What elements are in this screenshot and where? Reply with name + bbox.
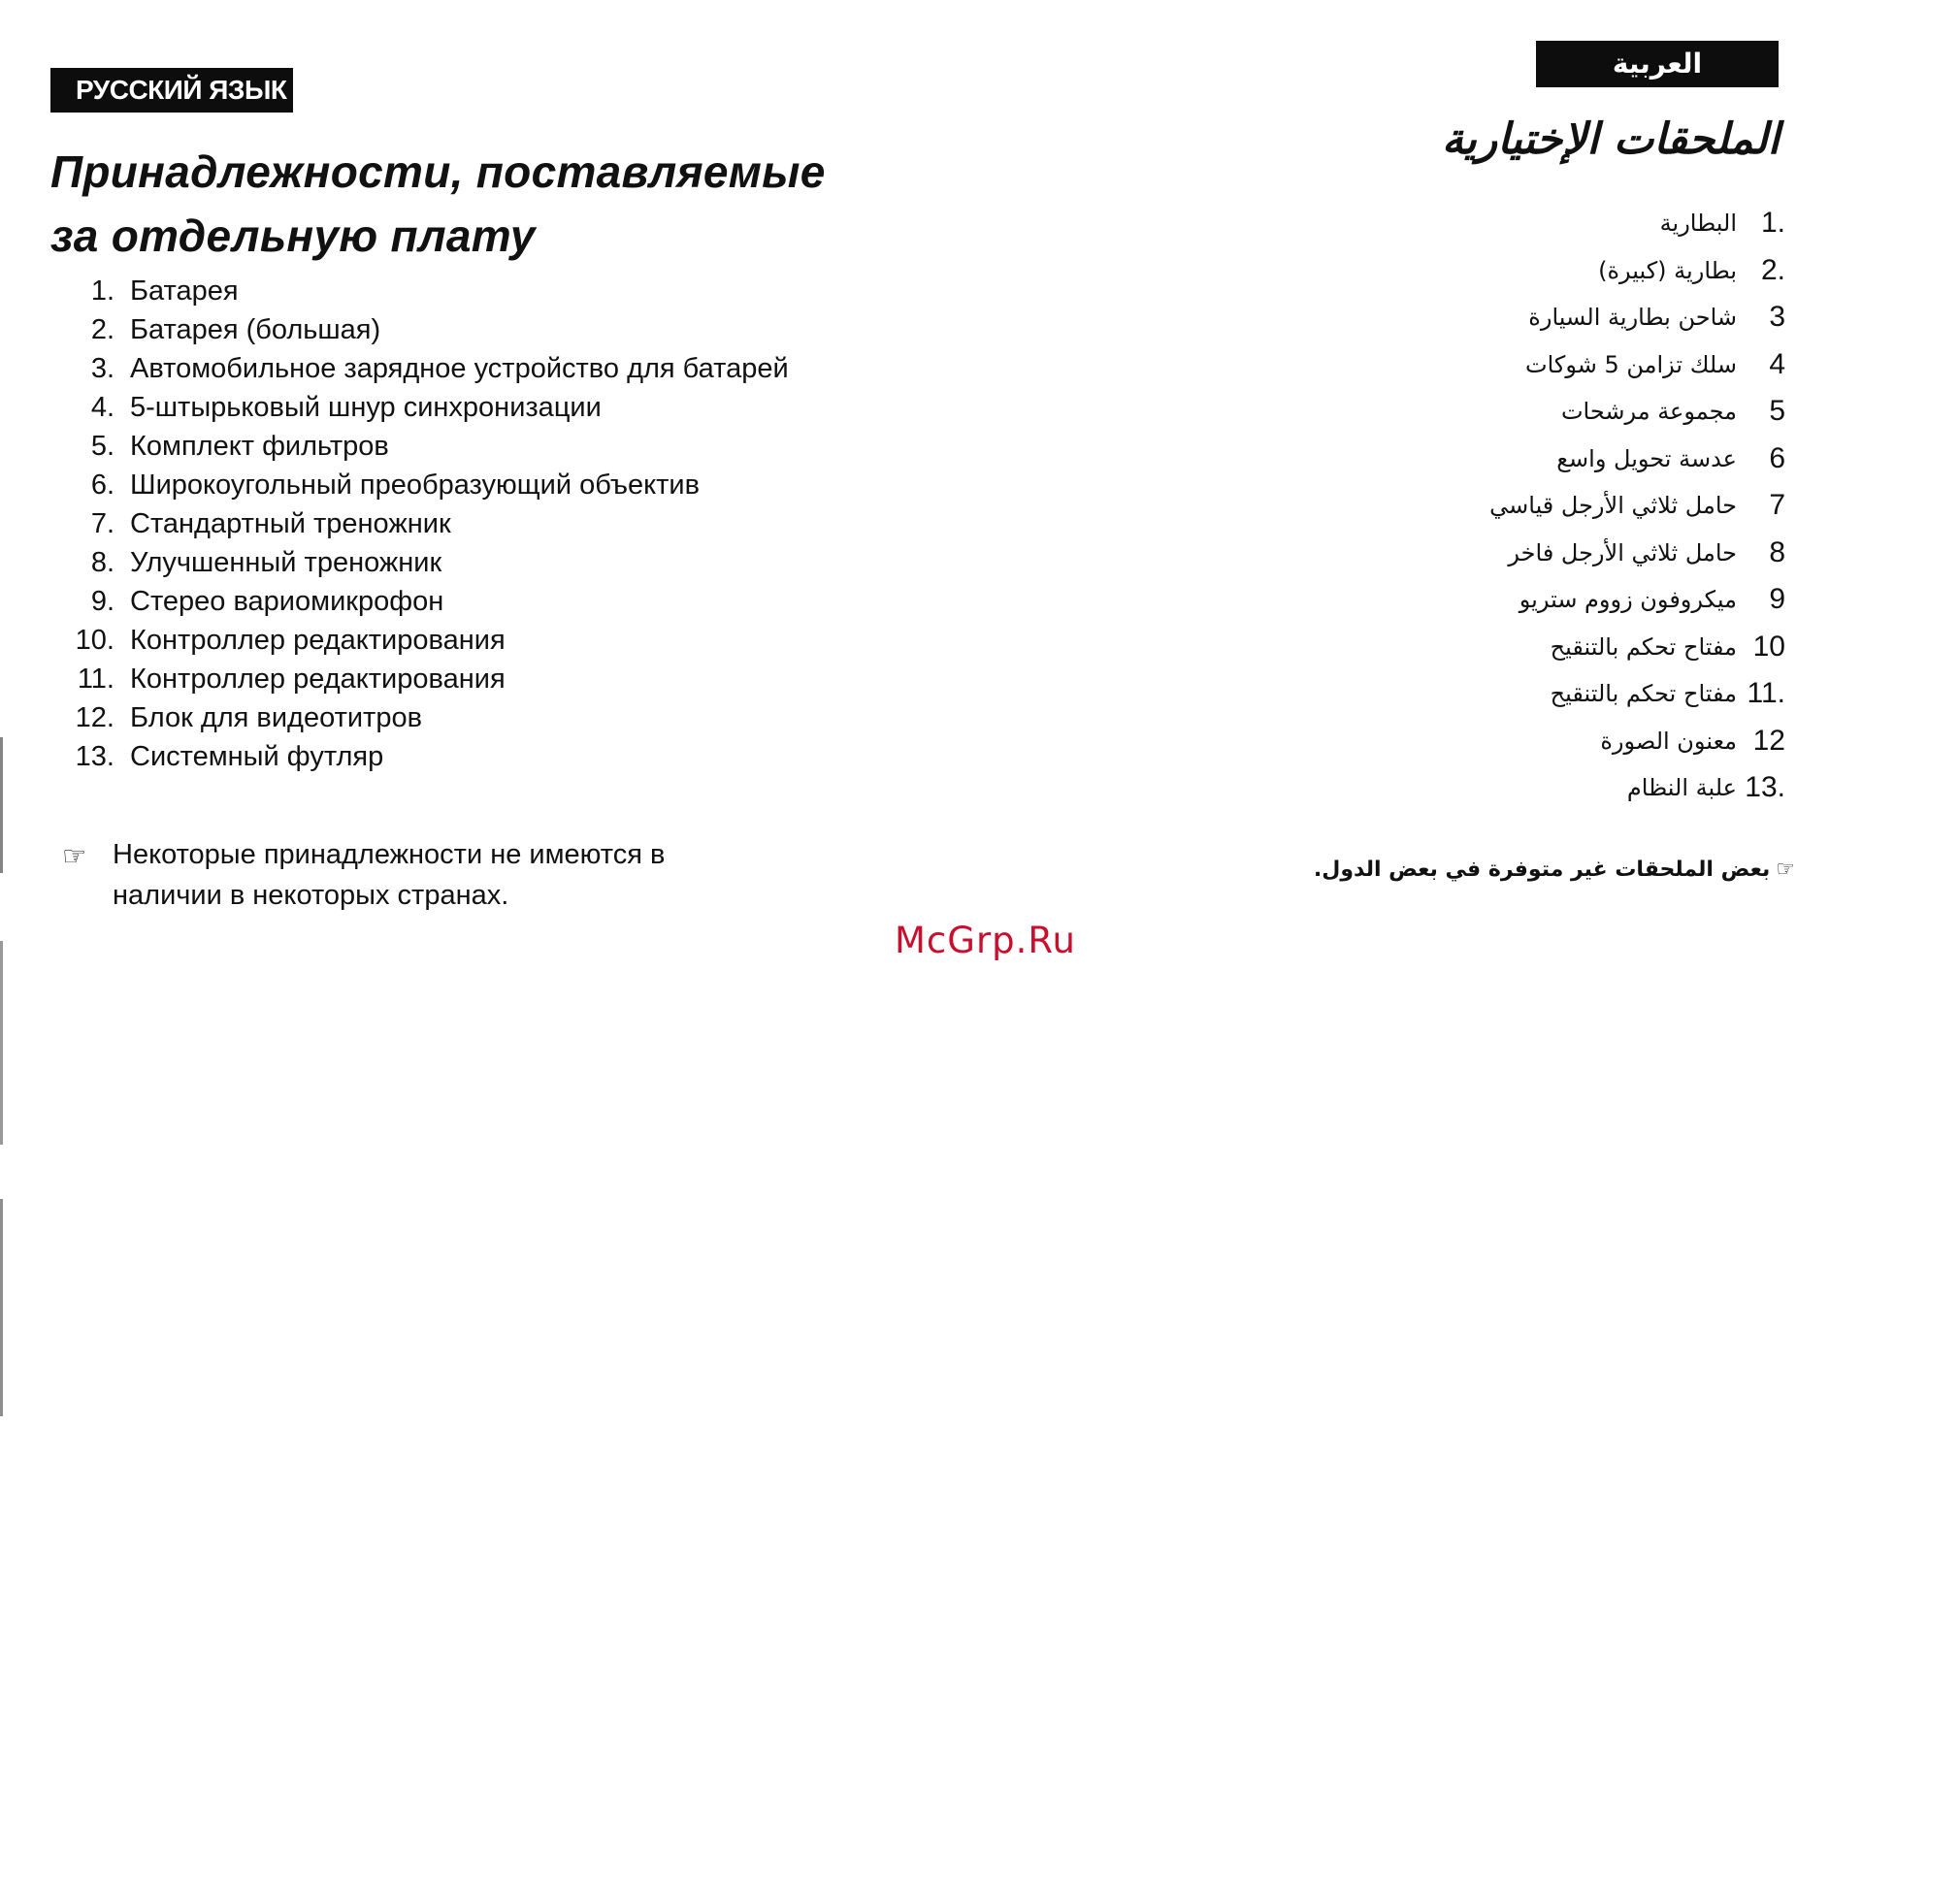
- item-number: 7.: [90, 508, 114, 539]
- russian-title-line-2: за отдельную плату: [50, 210, 536, 261]
- item-number: 12: [1752, 724, 1785, 757]
- item-label: Контроллер редактирования: [130, 625, 506, 656]
- item-number: 7: [1769, 489, 1785, 521]
- list-item: [60, 388, 798, 427]
- russian-language-tab: РУССКИЙ ЯЗЫК: [50, 68, 293, 113]
- list-item: [1489, 482, 1785, 530]
- item-label: حامل ثلاثي الأرجل فاخر: [1508, 538, 1737, 567]
- item-label: Системный футляр: [130, 741, 384, 772]
- item-label: عدسة تحويل واسع: [1556, 444, 1737, 472]
- item-label: Автомобильное зарядное устройство для батарей: [130, 353, 789, 384]
- arabic-note-text: بعض الملحقات غير متوفرة في بعض الدول.: [1313, 858, 1771, 882]
- arabic-availability-note: [1314, 858, 1795, 882]
- arabic-page-title: الملحقات الإختيارية: [1441, 114, 1780, 164]
- item-label: Комплект фильтров: [130, 431, 389, 462]
- list-item: [60, 543, 798, 582]
- list-item: [1489, 718, 1785, 765]
- scan-edge-mark: [0, 737, 3, 1416]
- list-item: [60, 272, 798, 310]
- list-item: [1489, 530, 1785, 577]
- arabic-language-tab: العربية: [1536, 41, 1779, 87]
- list-item: [1489, 576, 1785, 624]
- item-label: البطارية: [1659, 210, 1737, 237]
- item-number: 10.: [75, 625, 114, 656]
- item-label: مفتاح تحكم بالتنقيح: [1550, 680, 1737, 707]
- russian-availability-note: [62, 834, 780, 916]
- list-item: [60, 427, 798, 466]
- russian-note-text: Некоторые принадлежности не имеются в наличии в некоторых странах.: [113, 839, 666, 911]
- item-label: حامل ثلاثي الأرجل قياسي: [1489, 492, 1737, 519]
- item-number: 3: [1769, 301, 1785, 333]
- list-item: [1489, 388, 1785, 436]
- item-number: 4.: [90, 392, 114, 423]
- item-number: 13.: [1745, 771, 1785, 803]
- list-item: [60, 466, 798, 504]
- site-watermark: McGrp.Ru: [895, 920, 1076, 961]
- item-number: 9.: [90, 586, 114, 617]
- list-item: [60, 504, 798, 543]
- item-label: 5-штырьковый шнур синхронизации: [130, 392, 602, 423]
- item-label: بطارية (كبيرة): [1598, 256, 1737, 284]
- item-number: 11.: [1747, 677, 1785, 709]
- item-label: Улучшенный треножник: [130, 547, 442, 578]
- list-item: [60, 349, 798, 388]
- item-number: 8.: [90, 547, 114, 578]
- item-label: معنون الصورة: [1600, 727, 1737, 755]
- item-number: 1.: [90, 275, 114, 307]
- item-label: Батарея (большая): [130, 314, 381, 345]
- pointing-hand-icon: ☞: [62, 841, 87, 871]
- item-label: Стандартный треножник: [130, 508, 451, 539]
- item-label: Контроллер редактирования: [130, 664, 506, 695]
- list-item: [1489, 200, 1785, 247]
- item-label: Широкоугольный преобразующий объектив: [130, 470, 701, 501]
- list-item: [60, 660, 798, 698]
- item-number: 4: [1769, 347, 1785, 380]
- item-number: 10: [1752, 630, 1785, 663]
- list-item: [60, 310, 798, 349]
- list-item: [60, 698, 798, 737]
- russian-page-title: [50, 140, 826, 268]
- list-item: [1489, 294, 1785, 341]
- list-item: [1489, 670, 1785, 718]
- russian-title-line-1: Принадлежности, поставляемые: [50, 146, 826, 197]
- item-number: 1.: [1760, 207, 1785, 239]
- item-label: Блок для видеотитров: [130, 702, 423, 733]
- list-item: [1489, 764, 1785, 812]
- item-number: 6.: [90, 470, 114, 501]
- item-number: 13.: [75, 741, 114, 772]
- russian-accessory-list: [60, 272, 798, 776]
- item-label: مجموعة مرشحات: [1560, 398, 1737, 425]
- item-label: سلك تزامن 5 شوكات: [1524, 350, 1737, 378]
- item-label: شاحن بطارية السيارة: [1528, 304, 1737, 331]
- item-number: 6: [1769, 441, 1785, 474]
- item-number: 3.: [90, 353, 114, 384]
- item-label: مفتاح تحكم بالتنقيح: [1550, 632, 1737, 661]
- item-label: علبة النظام: [1626, 774, 1737, 801]
- item-number: 5: [1769, 395, 1785, 427]
- item-number: 2.: [90, 314, 114, 345]
- pointing-hand-icon: ☞: [1776, 858, 1795, 882]
- list-item: [60, 737, 798, 776]
- arabic-accessory-list: [1489, 200, 1785, 812]
- item-label: ميكروفون زووم ستريو: [1519, 586, 1737, 613]
- item-number: 5.: [90, 431, 114, 462]
- item-label: Батарея: [130, 275, 239, 307]
- item-number: 9: [1769, 583, 1785, 615]
- item-number: 12.: [75, 702, 114, 733]
- list-item: [1489, 247, 1785, 295]
- item-number: 2.: [1760, 253, 1785, 286]
- list-item: [60, 582, 798, 621]
- item-number: 8: [1769, 535, 1785, 568]
- list-item: [1489, 624, 1785, 671]
- list-item: [60, 621, 798, 660]
- list-item: [1489, 436, 1785, 483]
- item-label: Стерео вариомикрофон: [130, 586, 444, 617]
- item-number: 11.: [77, 664, 114, 695]
- list-item: [1489, 341, 1785, 389]
